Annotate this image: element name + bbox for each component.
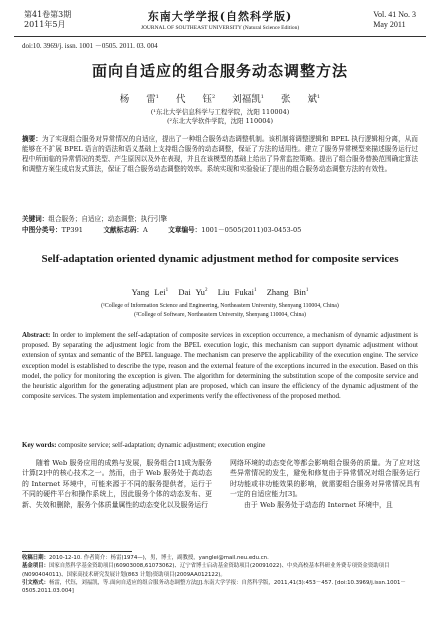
date-en: May 2011: [373, 20, 406, 29]
header-right: [373, 10, 416, 30]
affiliations-en: [0, 302, 440, 319]
footnote: 引文格式：杨雷，代钰，刘福凯，等.面向自适应的组合服务动态调整方法[J].东南大学学报：自然科学版，2011,41(3):453－457. [doi:10.3969/j.issn.1001－0505.2011.03.004]: [22, 579, 406, 595]
keywords-cn-label: 关键词：: [22, 215, 49, 223]
author-cn: 代 钰$^2$: [176, 93, 216, 105]
footnote-rule: [22, 551, 132, 552]
body-paragraph: 由于 Web 服务处于动态的 Internet 环境中，且: [244, 500, 393, 509]
body-paragraph: 网络环境的动态变化等都会影响组合服务的质量。为了应对这些异常情况的发生，避免和修复由于异常情况对组合服务运行时功能或非功能效果的影响，就需要组合服务对异常情况具有一定的自适应能力[3]。: [230, 459, 420, 499]
body-column-right: [230, 458, 420, 510]
affiliations-cn: [0, 108, 440, 126]
header-center: [10, 8, 430, 31]
abstract-cn-label: 摘要：: [22, 135, 42, 143]
volume-en: Vol. 41 No. 3: [373, 10, 416, 19]
author-en: Zhang Bin$^1$: [266, 287, 309, 297]
journal-header: [10, 8, 430, 36]
title-cn: 面向自适应的组合服务动态调整方法: [91, 62, 348, 80]
author-cn: 刘福凯$^1$: [232, 93, 264, 105]
abstract-en: [22, 330, 418, 401]
affiliation-en: (²College of Software, Northeastern University, Shenyang 110004, China): [134, 311, 306, 318]
author-cn: 张 斌$^1$: [281, 93, 321, 105]
volume-cn: 第41卷第3期: [24, 10, 72, 19]
affiliation-cn: (¹东北大学信息科学与工程学院，沈阳 110004): [150, 108, 290, 116]
clc-label: 中图分类号：: [22, 226, 62, 234]
keywords-en-text: composite service; self-adaptation; dynamic adjustment; execution engine: [58, 441, 266, 449]
author-en: Yang Lei$^1$: [131, 287, 169, 297]
affiliation-en: (¹College of Information Science and Engineering, Northeastern University, Shenyang 110004, China): [101, 303, 339, 309]
keywords-cn-text: 组合服务；自适应；动态调整；执行引擎: [48, 215, 168, 223]
footnote: 基金项目：国家自然科学基金资助项目(60903008,61073062)、辽宁省博士启动基金资助项目(20091022)、中央高校基本科研业务费专项资金资助项目(N090404011)、国家高技术研究发展计划(863 计划)资助项目(2009AA012122)。: [22, 563, 390, 578]
abstract-en-text: In order to implement the self-adaptation of composite services in exception occurrence, a mechanism of dynamic adjustment is proposed. By separating the adjustment logic from the BPEL execution logic, this mechanism can support dynamic adjustment without extension of syntax and semantic of the BPEL language. The mechanism can preserve the applicability of the execution engine. The service exception model is established to describe the type, reason and the external feature of the exceptions incurred in the execution. Based on this model, the policy for monitoring the exception is given. The algorithm for determining the substitution scope of the composite service and the heuristic algorithm for the generating adjustment plan are proposed, which can insure the efficiency of the dynamic adjustment of the composite services. The system implementation and experiments verify the effectiveness of the proposed method.: [22, 331, 419, 401]
keywords-cn: [22, 214, 418, 224]
affiliation-cn: (²东北大学软件学院，沈阳 110004): [166, 117, 274, 125]
journal-name-cn: 东南大学学报(自然科学版): [147, 10, 293, 23]
author-cn: 杨 雷$^1$: [119, 93, 159, 105]
author-en: Dai Yu$^2$: [178, 287, 208, 297]
authors-cn: [0, 91, 440, 105]
author-en: Liu Fukai$^1$: [217, 287, 257, 297]
keywords-en: [22, 440, 418, 450]
footnote: 收稿日期：2010-12-10. 作者简介：杨雷(1974—)，男，博士，副教授，yanglei@mail.neu.edu.cn.: [22, 555, 269, 561]
footnotes: [22, 554, 418, 595]
body-paragraph: 随着 Web 服务应用的成熟与发展，服务组合[1]成为服务计算[2]中的核心技术之一。然而，由于 Web 服务处于高动态的 Internet 环境中，可能来源于不同的服务提供者，运行于不同的硬件平台和操作系统上，因此服务个体的动态发布、更新、失效和删除，服务个体质量属性的动态变化以及服务运行: [22, 459, 212, 509]
authors-en: [0, 287, 440, 297]
article-label: 文章编号：: [168, 226, 202, 234]
doi: doi:10. 3969/j. issn. 1001 －0505. 2011. 03. 004: [22, 42, 158, 50]
keywords-en-label: Key words:: [22, 441, 57, 449]
body-column-left: [22, 458, 212, 510]
abstract-en-label: Abstract:: [22, 331, 51, 339]
title-en: Self-adaptation oriented dynamic adjustment method for composite services: [41, 253, 399, 265]
journal-name-en: JOURNAL OF SOUTHEAST UNIVERSITY (Natural Science Edition): [140, 25, 300, 31]
date-cn: 2011年5月: [24, 20, 66, 29]
classification-cn: [22, 225, 418, 235]
code-label: 文献标志码：: [103, 226, 144, 234]
header-rule: [14, 36, 426, 37]
abstract-cn: [22, 134, 418, 174]
abstract-cn-text: 为了实现组合服务对异常情况的自适应，提出了一种组合服务动态调整机制。该机制将调整逻辑和 BPEL 执行逻辑相分离，从而能够在不扩展 BPEL 语言的语法和语义基础上支持组合服务的动态调整，保证了方法的适用性。建立了服务异常模型来描述服务运行过程中所面临的异常情况的类型、产生原因以及外在表现，并且在该模型的基础上给出了异常监控策略。提出了组合服务替换范围确定算法和调整方案生成启发式算法，保证了组合服务动态调整的效率。系统实现和实验验证了提出的组合服务动态调整方法的有效性。: [22, 135, 418, 174]
clc-value: TP391: [61, 226, 83, 234]
code-value: A: [143, 226, 148, 234]
article-value: 1001－0505(2011)03-0453-05: [201, 226, 302, 234]
